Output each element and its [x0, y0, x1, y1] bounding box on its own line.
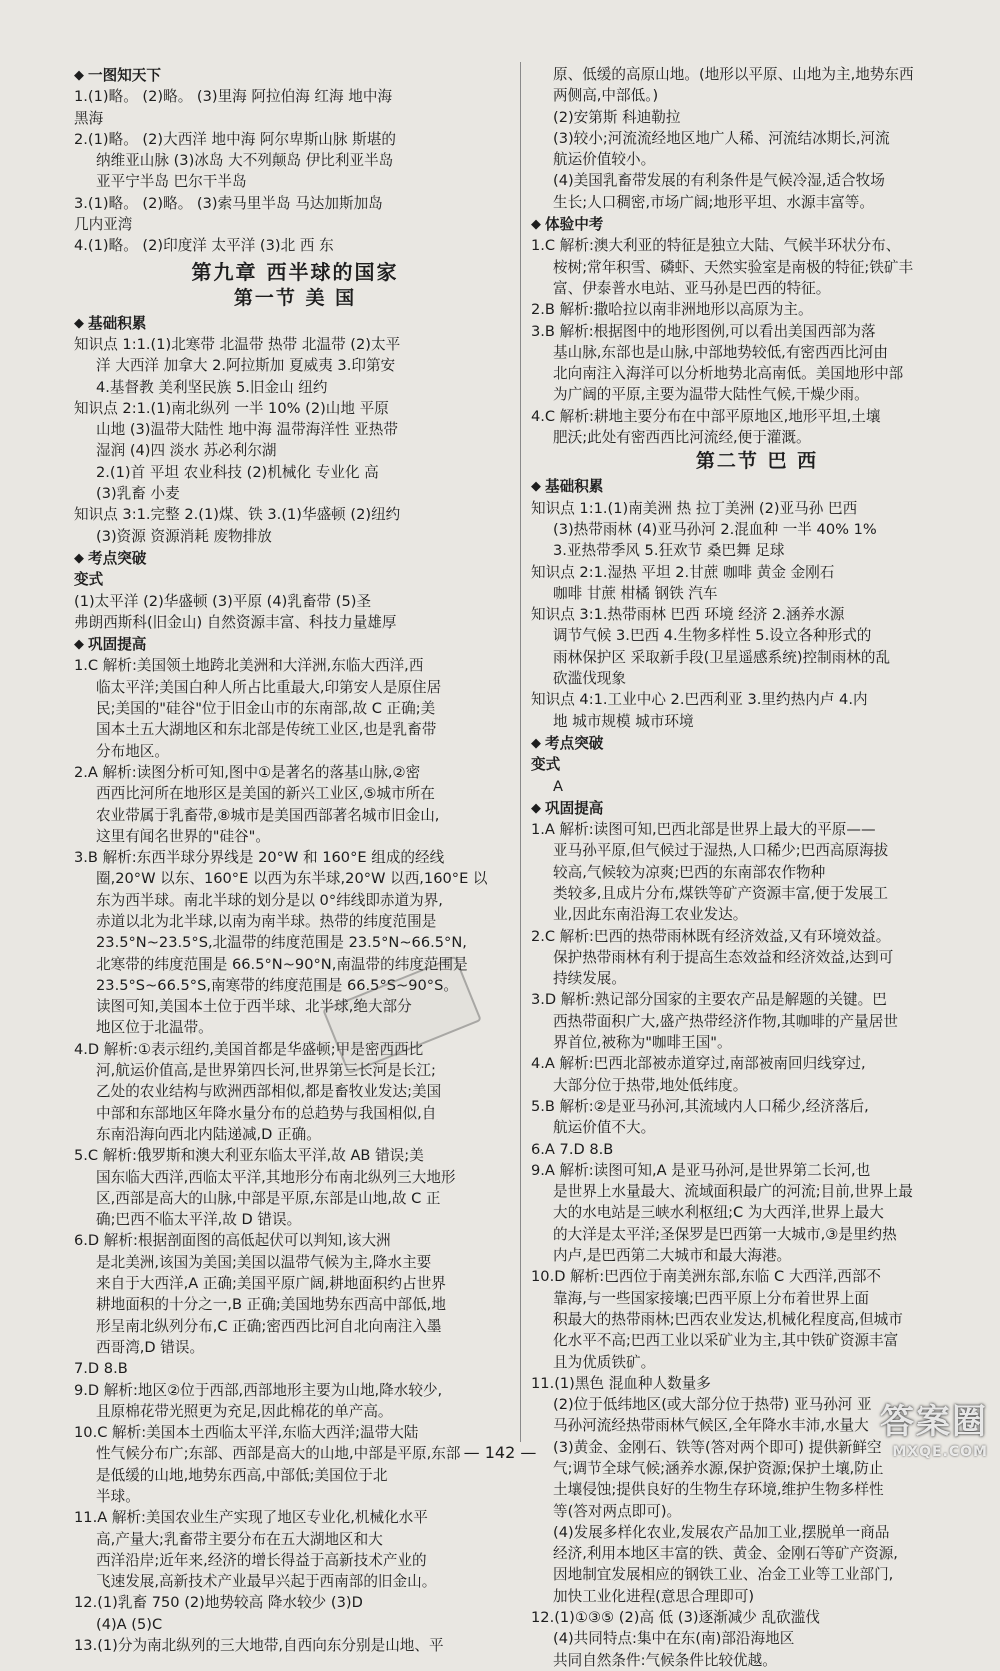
text-line: 形呈南北纵列分布,C 正确;密西西比河自北向南注入墨: [96, 1317, 442, 1335]
text-line: 1.A 解析:读图可知,巴西北部是世界上最大的平原——: [531, 821, 876, 839]
text-line: 13.(1)分为南北纵列的三大地带,自西向东分别是山地、平: [74, 1637, 444, 1655]
text-line: 西西比河所在地形区是美国的新兴工业区,⑤城市所在: [96, 785, 435, 803]
text-line: 知识点 1:1.(1)北寒带 北温带 热带 北温带 (2)太平: [74, 335, 401, 353]
text-line: 生长;人口稠密,市场广阔;地形平坦、水源丰富等。: [553, 193, 874, 211]
text-line: 4.C 解析:耕地主要分布在中部平原地区,地形平坦,土壤: [531, 407, 881, 425]
text-line: A: [553, 777, 563, 795]
text-line: 调节气候 3.巴西 4.生物多样性 5.设立各种形式的: [553, 627, 872, 645]
text-line: 北寒带的纬度范围是 66.5°N~90°N,南温带的纬度范围是: [96, 955, 468, 973]
text-line: 大的水电站是三峡水利枢纽;C 为大西洋,世界上最大: [553, 1204, 884, 1222]
text-line: 为广阔的平原,主要为温带大陆性气候,干燥少雨。: [553, 386, 869, 404]
text-line: 12.(1)乳畜 750 (2)地势较高 降水较少 (3)D: [74, 1594, 363, 1612]
text-line: 纳维亚山脉 (3)冰岛 大不列颠岛 伊比利亚半岛: [96, 152, 394, 170]
text-line: 加快工业化进程(意思合理即可): [553, 1587, 755, 1605]
text-line: 西洋沿岸;近年来,经济的增长得益于高新技术产业的: [96, 1551, 427, 1569]
text-line: 航运价值较小。: [553, 151, 656, 169]
text-line: 10.C 解析:美国本土西临太平洋,东临大西洋;温带大陆: [74, 1424, 419, 1442]
text-line: 几内亚湾: [74, 216, 133, 234]
text-line: 飞速发展,高新技术产业最早兴起于西南部的旧金山。: [96, 1573, 437, 1591]
text-line: 界首位,被称为"咖啡王国"。: [553, 1034, 732, 1052]
text-line: 5.C 解析:俄罗斯和澳大利亚东临太平洋,故 AB 错误;美: [74, 1147, 424, 1165]
text-line: 确;巴西不临太平洋,故 D 错误。: [96, 1211, 302, 1229]
text-line: 的大洋是太平洋;圣保罗是巴西第一大城市,③是里约热: [553, 1225, 897, 1243]
text-line: 知识点 1:1.(1)南美洲 热 拉丁美洲 (2)亚马孙 巴西: [531, 499, 858, 517]
text-line: 咖啡 甘蔗 柑橘 钢铁 汽车: [553, 584, 718, 602]
text-line: (3)较小;河流流经地区地广人稀、河流结冰期长,河流: [553, 129, 890, 147]
text-line: 马孙河流经热带雨林气候区,全年降水丰沛,水量大: [553, 1417, 869, 1435]
text-line: 黑海: [74, 109, 104, 127]
text-line: (3)资源 资源消耗 废物排放: [96, 527, 272, 545]
text-line: 中部和东部地区年降水量分布的总趋势与我国相似,自: [96, 1104, 437, 1122]
text-line: 国东临大西洋,西临太平洋,其地形分布南北纵列三大地形: [96, 1168, 456, 1186]
text-line: 保护热带雨林有利于提高生态效益和经济效益,达到可: [553, 948, 894, 966]
section-title: 第一节 美 国: [233, 286, 357, 309]
text-line: 6.A 7.D 8.B: [531, 1140, 614, 1158]
text-line: 2.(1)首 平坦 农业科技 (2)机械化 专业化 高: [96, 463, 379, 481]
text-line: 10.D 解析:巴西位于南美洲东部,东临 C 大西洋,西部不: [531, 1268, 882, 1286]
text-line: 4.基督教 美利坚民族 5.旧金山 纽约: [96, 378, 328, 396]
text-line: 是世界上水量最大、流域面积最广的河流;目前,世界上最: [553, 1183, 913, 1201]
left-column: [74, 64, 516, 1656]
text-line: 3.D 解析:熟记部分国家的主要农产品是解题的关键。巴: [531, 991, 887, 1009]
text-line: 亚马孙平原,但气候过于湿热,人口稀少;巴西高原海拔: [553, 842, 889, 860]
text-line: 西哥湾,D 错误。: [96, 1338, 205, 1356]
text-line: (2)安第斯 科迪勒拉: [553, 108, 681, 126]
text-line: 洋 大西洋 加拿大 2.阿拉斯加 夏威夷 3.印第安: [96, 357, 396, 375]
text-line: 23.5°S~66.5°S,南寒带的纬度范围是 66.5°S~90°S。: [96, 976, 458, 994]
text-line: 2.(1)略。 (2)大西洋 地中海 阿尔卑斯山脉 斯堪的: [74, 130, 396, 148]
text-line: 航运价值不大。: [553, 1119, 656, 1137]
text-line: 圈,20°W 以东、160°E 以西为东半球,20°W 以西,160°E 以: [96, 870, 488, 888]
diamond-bullet-icon: ◆: [74, 68, 84, 83]
text-line: 2.B 解析:撒哈拉以南非洲地形以高原为主。: [531, 301, 813, 319]
text-line: 1.C 解析:澳大利亚的特征是独立大陆、气候半环状分布、: [531, 237, 901, 255]
section-heading-consolidate: ◆ 巩固提高: [74, 634, 516, 655]
text-line: 4.A 解析:巴西北部被赤道穿过,南部被南回归线穿过,: [531, 1055, 866, 1073]
text-line: 桉树;常年积雪、磷虾、天然实验室是南极的特征;铁矿丰: [553, 258, 914, 276]
diamond-bullet-icon: ◆: [74, 637, 84, 653]
column-divider: [520, 62, 521, 1442]
text-line: 变式: [531, 756, 561, 774]
diamond-bullet-icon: ◆: [74, 550, 84, 566]
section-heading-exam: ◆ 体验中考: [531, 214, 983, 235]
text-line: 地区位于北温带。: [96, 1019, 213, 1037]
text-line: 12.(1)①③⑤ (2)高 低 (3)逐渐减少 乱砍滥伐: [531, 1609, 820, 1627]
watermark-text: 答案圈: [880, 1402, 988, 1442]
text-line: 是北美洲,该国为美国;美国以温带气候为主,降水主要: [96, 1253, 432, 1271]
chapter-title: 第九章 西半球的国家: [191, 259, 399, 284]
text-line: 较高,气候较为凉爽;巴西的东南部农作物种: [553, 863, 826, 881]
text-line: 大部分位于热带,地处低纬度。: [553, 1076, 748, 1094]
text-line: 半球。: [96, 1488, 140, 1505]
text-line: 且为优质铁矿。: [553, 1353, 656, 1371]
text-line: 北向南注入海洋可以分析地势北高南低。美国地形中部: [553, 365, 904, 383]
site-watermark: [838, 1400, 988, 1480]
text-line: 且原棉花带光照更为充足,因此棉花的单产高。: [96, 1402, 393, 1420]
text-line: 西热带面积广大,盛产热带经济作物,其咖啡的产量居世: [553, 1012, 898, 1030]
text-line: 读图可知,美国本土位于西半球、北半球,绝大部分: [96, 998, 412, 1016]
text-line: 9.D 解析:地区②位于西部,西部地形主要为山地,降水较少,: [74, 1381, 443, 1399]
text-line: 1.(1)略。 (2)略。 (3)里海 阿拉伯海 红海 地中海: [74, 88, 393, 106]
text-line: (1)太平洋 (2)华盛顿 (3)平原 (4)乳畜带 (5)圣: [74, 592, 372, 610]
text-line: (4)A (5)C: [96, 1615, 163, 1633]
watermark-url: MXQE.COM: [892, 1444, 988, 1460]
text-line: 知识点 4:1.工业中心 2.巴西利亚 3.里约热内卢 4.内: [531, 691, 868, 709]
text-line: 7.D 8.B: [74, 1360, 128, 1378]
text-line: 3.B 解析:东西半球分界线是 20°W 和 160°E 组成的经线: [74, 849, 445, 867]
text-line: 原、低缓的高原山地。(地形以平原、山地为主,地势东西: [553, 66, 914, 83]
diamond-bullet-icon: ◆: [74, 315, 84, 331]
page-number: — 142 —: [463, 1443, 537, 1462]
text-line: (3)热带雨林 (4)亚马孙河 2.混血种 一半 40% 1%: [553, 520, 877, 538]
text-line: 乙处的农业结构与欧洲西部相似,都是畜牧业发达;美国: [96, 1083, 442, 1101]
text-line: 雨林保护区 采取新手段(卫星遥感系统)控制雨林的乱: [553, 648, 891, 666]
text-line: 1.C 解析:美国领土地跨北美洲和大洋洲,东临大西洋,西: [74, 657, 424, 675]
text-line: 9.A 解析:读图可知,A 是亚马孙河,是世界第二长河,也: [531, 1161, 871, 1179]
text-line: 基山脉,东部也是山脉,中部地势较低,有密西西比河由: [553, 343, 888, 361]
text-line: 3.(1)略。 (2)略。 (3)索马里半岛 马达加斯加岛: [74, 194, 383, 212]
text-line: 6.D 解析:根据剖面图的高低起伏可以判知,该大洲: [74, 1232, 391, 1250]
text-line: 临太平洋;美国白种人所占比重最大,印第安人是原住居: [96, 678, 442, 696]
section-heading-map: ◆ 一图知天下: [74, 65, 516, 86]
text-line: 来自于大西洋,A 正确;美国平原广阔,耕地面积约占世界: [96, 1275, 446, 1293]
text-line: 业,因此东南沿海工农业发达。: [553, 906, 748, 924]
text-line: 变式: [74, 571, 104, 589]
text-line: 4.D 解析:①表示纽约,美国首都是华盛顿;甲是密西西比: [74, 1040, 424, 1058]
text-line: 性气候分布广;东部、西部是高大的山地,中部是平原,东部: [96, 1445, 461, 1463]
text-line: 2.A 解析:读图分析可知,图中①是著名的落基山脉,②密: [74, 763, 421, 781]
diamond-bullet-icon: ◆: [531, 217, 541, 233]
text-line: 因地制宜发展相应的钢铁工业、冶金工业等工业部门,: [553, 1566, 894, 1584]
text-line: 肥沃;此处有密西西比河流经,便于灌溉。: [553, 429, 811, 447]
text-line: 持续发展。: [553, 970, 626, 988]
text-line: 民;美国的"硅谷"位于旧金山市的东南部,故 C 正确;美: [96, 700, 436, 718]
section-heading-consolidate: ◆ 巩固提高: [531, 798, 983, 819]
text-line: 河,航运价值高,是世界第四长河,世界第三长河是长江;: [96, 1062, 436, 1080]
text-line: 这里有闻名世界的"硅谷"。: [96, 827, 270, 845]
text-line: 耕地面积的十分之一,B 正确;美国地势东西高中部低,地: [96, 1296, 446, 1314]
text-line: 经济,利用本地区丰富的铁、黄金、金刚石等矿产资源,: [553, 1545, 898, 1563]
text-line: 4.(1)略。 (2)印度洋 太平洋 (3)北 西 东: [74, 237, 334, 255]
text-line: 分布地区。: [96, 742, 169, 760]
text-line: 地 城市规模 城市环境: [553, 712, 694, 730]
text-line: 知识点 3:1.完整 2.(1)煤、铁 3.(1)华盛顿 (2)纽约: [74, 506, 401, 524]
text-line: 11.(1)黑色 混血种人数量多: [531, 1374, 711, 1392]
diamond-bullet-icon: ◆: [531, 479, 541, 495]
text-line: 靠海,与一些国家接壤;巴西平原上分布着世界上面: [553, 1289, 870, 1307]
text-line: 亚平宁半岛 巴尔干半岛: [96, 173, 247, 191]
text-line: 化水平不高;巴西工业以采矿业为主,其中铁矿资源丰富: [553, 1332, 899, 1350]
text-line: 是低缓的山地,地势东西高,中部低;美国位于北: [96, 1466, 388, 1484]
text-line: (2)位于低纬地区(或大部分位于热带) 亚马孙河 亚: [553, 1396, 872, 1414]
text-line: (3)黄金、金刚石、铁等(答对两个即可) 提供新鲜空: [553, 1438, 882, 1456]
text-line: 富、伊泰普水电站、亚马孙是巴西的特征。: [553, 279, 831, 297]
text-line: 共同自然条件:气候条件比较优越。: [553, 1651, 777, 1669]
section-title: 第二节 巴 西: [695, 450, 819, 473]
section-heading-breakthrough: ◆ 考点突破: [74, 548, 516, 569]
text-line: 东为西半球。南北半球的划分是以 0°纬线即赤道为界,: [96, 891, 443, 909]
text-line: (4)美国乳畜带发展的有利条件是气候冷湿,适合牧场: [553, 172, 885, 190]
text-line: 11.A 解析:美国农业生产实现了地区专业化,机械化水平: [74, 1509, 428, 1527]
text-line: 3.B 解析:根据图中的地形图例,可以看出美国西部为落: [531, 322, 876, 340]
text-line: 等(答对两点即可)。: [553, 1502, 682, 1520]
text-line: (3)乳畜 小麦: [96, 485, 180, 503]
text-line: 内卢,是巴西第二大城市和最大海港。: [553, 1247, 792, 1265]
diamond-bullet-icon: ◆: [531, 735, 541, 751]
text-line: 土壤侵蚀;提供良好的生物生存环境,维护生物多样性: [553, 1481, 884, 1499]
text-line: 2.C 解析:巴西的热带雨林既有经济效益,又有环境效益。: [531, 927, 891, 945]
text-line: (4)发展多样化农业,发展农产品加工业,摆脱单一商品: [553, 1523, 890, 1541]
text-line: 类较多,且成片分布,煤铁等矿产资源丰富,便于发展工: [553, 884, 888, 902]
text-line: 国本土五大湖地区和东北部是传统工业区,也是乳畜带: [96, 721, 437, 739]
text-line: 知识点 2:1.(1)南北纵列 一半 10% (2)山地 平原: [74, 399, 389, 417]
text-line: 农业带属于乳畜带,⑧城市是美国西部著名城市旧金山,: [96, 806, 440, 824]
section-heading-basics: ◆ 基础积累: [74, 313, 516, 334]
text-line: 两侧高,中部低。): [553, 87, 659, 105]
text-line: 高,产量大;乳畜带主要分布在五大湖地区和大: [96, 1530, 383, 1548]
diamond-bullet-icon: ◆: [531, 800, 541, 816]
text-line: 湿润 (4)四 淡水 苏必利尔湖: [96, 442, 277, 460]
text-line: 3.亚热带季风 5.狂欢节 桑巴舞 足球: [553, 542, 785, 560]
text-line: 气;调节全球气候;涵养水源,保护资源;保护土壤,防止: [553, 1460, 884, 1477]
text-line: 积最大的热带雨林;巴西农业发达,机械化程度高,但城市: [553, 1310, 903, 1328]
text-line: 弗朗西斯科(旧金山) 自然资源丰富、科技力量雄厚: [74, 613, 397, 631]
text-line: (4)共同特点:集中在东(南)部沿海地区: [553, 1630, 795, 1648]
text-line: 砍滥伐现象: [553, 670, 626, 688]
text-line: 23.5°N~23.5°S,北温带的纬度范围是 23.5°N~66.5°N,: [96, 934, 467, 952]
section-heading-basics: ◆ 基础积累: [531, 476, 983, 497]
text-line: 赤道以北为北半球,以南为南半球。热带的纬度范围是: [96, 912, 437, 930]
text-line: 知识点 3:1.热带雨林 巴西 环境 经济 2.涵养水源: [531, 606, 845, 624]
section-heading-breakthrough: ◆ 考点突破: [531, 733, 983, 754]
text-line: 山地 (3)温带大陆性 地中海 温带海洋性 亚热带: [96, 421, 398, 439]
text-line: 区,西部是高大的山脉,中部是平原,东部是山地,故 C 正: [96, 1189, 441, 1207]
text-line: 5.B 解析:②是亚马孙河,其流域内人口稀少,经济落后,: [531, 1097, 869, 1115]
text-line: 知识点 2:1.湿热 平坦 2.甘蔗 咖啡 黄金 金刚石: [531, 563, 835, 581]
text-line: 东南沿海向西北内陆递减,D 正确。: [96, 1125, 321, 1143]
